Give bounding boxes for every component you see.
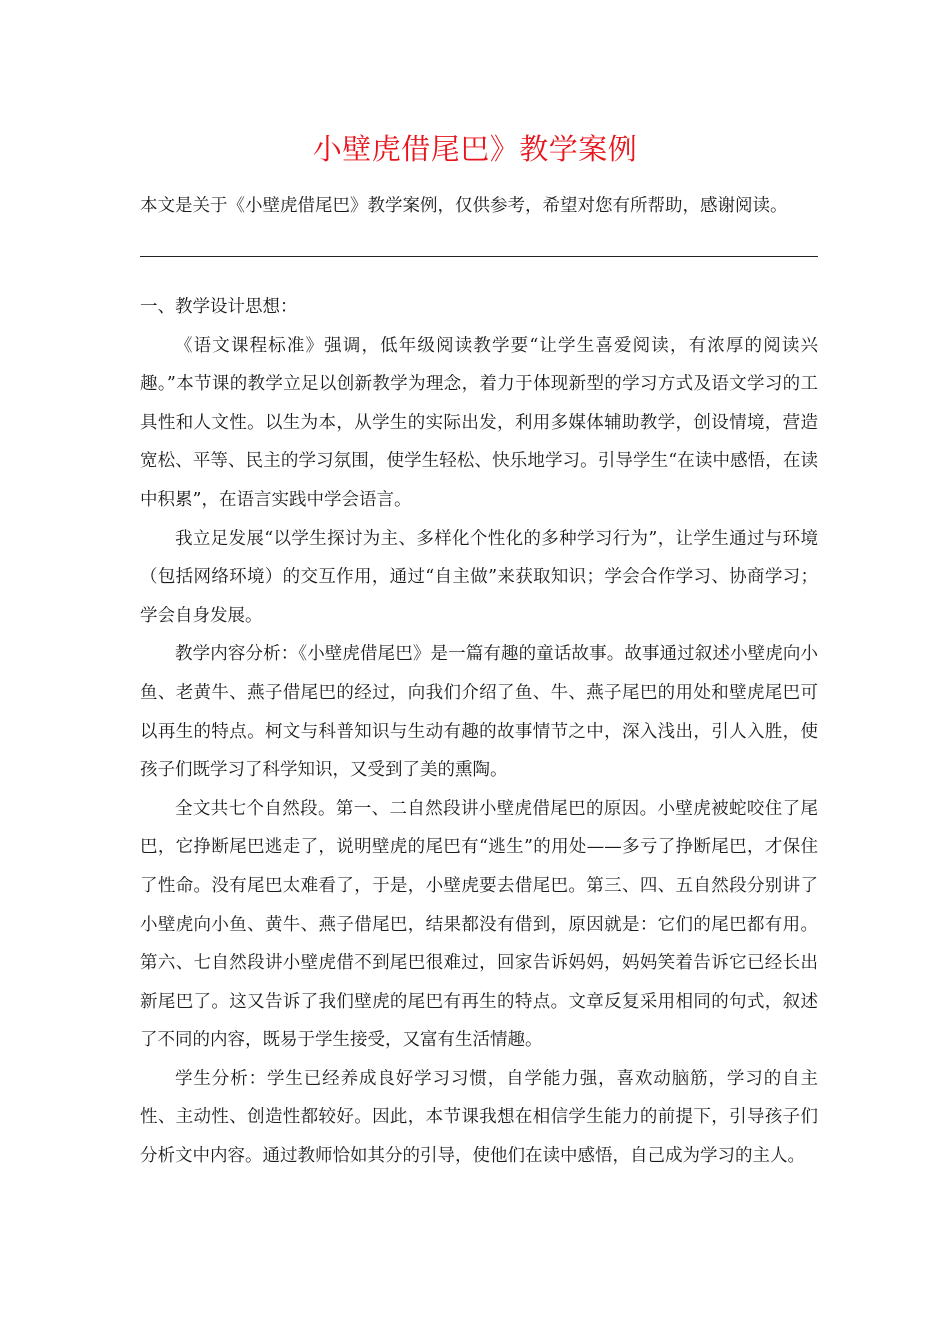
- document-title: 小壁虎借尾巴》教学案例: [312, 132, 638, 167]
- body-paragraph: 学生分析：学生已经养成良好学习习惯，自学能力强，喜欢动脑筋，学习的自主性、主动性、创造性都较好。因此，本节课我想在相信学生能力的前提下，引导孩子们分析文中内容。通过教师恰如其分的引导，使他们在读中感悟，自己成为学习的主人。: [140, 1068, 818, 1167]
- body-paragraph: 全文共七个自然段。第一、二自然段讲小壁虎借尾巴的原因。小壁虎被蛇咬住了尾巴，它挣断尾巴逃走了，说明壁虎的尾巴有“逃生”的用处——多亏了挣断尾巴，才保住了性命。没有尾巴太难看了，于是，小壁虎要去借尾巴。第三、四、五自然段分别讲了小壁虎向小鱼、黄牛、燕子借尾巴，结果都没有借到，原因就是：它们的尾巴都有用。第六、七自然段讲小壁虎借不到尾巴很难过，回家告诉妈妈，妈妈笑着告诉它已经长出新尾巴了。这又告诉了我们壁虎的尾巴有再生的特点。文章反复采用相同的句式，叙述了不同的内容，既易于学生接受，又富有生活情趣。: [140, 798, 818, 1051]
- body-paragraph: 教学内容分析：《小壁虎借尾巴》是一篇有趣的童话故事。故事通过叙述小壁虎向小鱼、老黄牛、燕子借尾巴的经过，向我们介绍了鱼、牛、燕子尾巴的用处和壁虎尾巴可以再生的特点。柯文与科普知识与生动有趣的故事情节之中，深入浅出，引人入胜，使孩子们既学习了科学知识，又受到了美的熏陶。: [140, 644, 818, 781]
- body-paragraph: 我立足发展“以学生探讨为主、多样化个性化的多种学习行为”，让学生通过与环境（包括网络环境）的交互作用，通过“自主做”来获取知识；学会合作学习、协商学习；学会自身发展。: [140, 528, 818, 626]
- section-heading: 一、教学设计思想：: [140, 297, 298, 317]
- body-paragraph: 《语文课程标准》强调，低年级阅读教学要“让学生喜爱阅读，有浓厚的阅读兴趣。”本节课的教学立足以创新教学为理念，着力于体现新型的学习方式及语文学习的工具性和人文性。以生为本，从学生的实际出发，利用多媒体辅助教学，创设情境，营造宽松、平等、民主的学习氛围，使学生轻松、快乐地学习。引导学生“在读中感悟，在读中积累”，在语言实践中学会语言。: [140, 335, 818, 510]
- header-divider: [140, 256, 818, 257]
- document-body: [140, 288, 818, 1176]
- intro-text: 本文是关于《小壁虎借尾巴》教学案例，仅供参考，希望对您有所帮助，感谢阅读。: [140, 196, 788, 216]
